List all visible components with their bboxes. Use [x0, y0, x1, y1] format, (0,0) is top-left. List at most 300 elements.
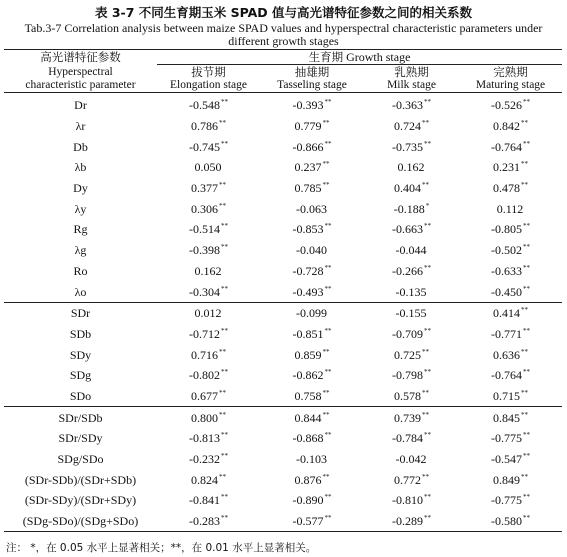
- correlation-value: -0.775: [491, 431, 522, 446]
- correlation-cell: [260, 281, 364, 302]
- correlation-value: 0.306: [191, 201, 218, 216]
- correlation-cell: [364, 511, 459, 532]
- correlation-value: -0.283: [189, 514, 220, 529]
- correlation-cell: [459, 365, 562, 386]
- significance-mark: **: [324, 493, 332, 502]
- correlation-value: 0.758: [294, 388, 322, 403]
- correlation-cell: [459, 93, 562, 116]
- correlation-cell: [459, 344, 562, 365]
- significance-mark: **: [521, 160, 528, 169]
- correlation-value: 0.859: [294, 347, 322, 362]
- correlation-cell: [364, 365, 459, 386]
- correlation-cell: [260, 178, 364, 199]
- table-row: [4, 198, 562, 219]
- significance-mark: **: [322, 347, 330, 356]
- table-row: [4, 136, 562, 157]
- correlation-value: 0.724: [394, 119, 421, 134]
- correlation-cell: [459, 136, 562, 157]
- significance-mark: **: [221, 514, 228, 523]
- correlation-value: 0.824: [191, 472, 218, 487]
- correlation-cell: [260, 511, 364, 532]
- correlation-cell: [459, 261, 562, 282]
- significance-mark: **: [424, 139, 431, 148]
- significance-mark: **: [422, 181, 429, 190]
- table-row: [4, 116, 562, 137]
- correlation-value: -0.188: [393, 201, 425, 216]
- header-param-cn: 高光谱特征参数: [4, 50, 157, 65]
- correlation-value: 0.779: [294, 119, 322, 134]
- table-group-3: [4, 407, 562, 532]
- significance-mark: **: [424, 368, 431, 377]
- row-parameter: Ro: [73, 263, 88, 278]
- correlation-value: 0.050: [194, 160, 222, 175]
- correlation-cell: [157, 198, 260, 219]
- table-row: [4, 511, 562, 532]
- row-parameter: SDo: [69, 388, 92, 403]
- correlation-cell: [364, 157, 459, 178]
- correlation-cell: [364, 178, 459, 199]
- table-row: [4, 261, 562, 282]
- correlation-cell: [459, 511, 562, 532]
- table-row: [4, 93, 562, 116]
- row-parameter: λr: [75, 119, 86, 134]
- correlation-value: -0.805: [491, 222, 522, 237]
- correlation-cell: [260, 449, 364, 470]
- correlation-value: -0.266: [392, 263, 423, 278]
- correlation-cell: [459, 490, 562, 511]
- correlation-value: 0.578: [394, 388, 421, 403]
- significance-mark: **: [219, 201, 226, 210]
- correlation-value: -0.712: [189, 326, 220, 341]
- correlation-value: -0.663: [392, 222, 423, 237]
- significance-mark: **: [422, 410, 429, 419]
- correlation-cell: [364, 344, 459, 365]
- header-param-en-line2: characteristic parameter: [4, 79, 157, 93]
- correlation-value: 0.231: [493, 160, 520, 175]
- table-row: [4, 302, 562, 323]
- table-title-cn: 表 3-7 不同生育期玉米 SPAD 值与高光谱特征参数之间的相关系数: [94, 5, 473, 20]
- correlation-value: -0.232: [189, 452, 220, 467]
- table-row: [4, 490, 562, 511]
- correlation-cell: [364, 219, 459, 240]
- correlation-cell: [260, 219, 364, 240]
- header-growth-stage: [157, 50, 562, 65]
- significance-mark: **: [523, 493, 530, 502]
- correlation-cell: [364, 469, 459, 490]
- significance-mark: **: [324, 431, 332, 440]
- header-stage-en: Maturing stage: [459, 79, 562, 93]
- correlation-cell: [459, 324, 562, 345]
- correlation-cell: [157, 302, 260, 323]
- significance-mark: **: [521, 306, 528, 315]
- significance-mark: **: [219, 181, 226, 190]
- correlation-cell: [157, 407, 260, 428]
- correlation-value: -0.633: [491, 263, 522, 278]
- correlation-cell: [260, 490, 364, 511]
- correlation-cell: [157, 344, 260, 365]
- correlation-value: -0.040: [296, 243, 327, 258]
- significance-mark: **: [422, 472, 429, 481]
- correlation-value: -0.890: [292, 493, 324, 508]
- correlation-cell: [364, 136, 459, 157]
- significance-mark: **: [424, 326, 431, 335]
- significance-mark: **: [523, 222, 530, 231]
- row-parameter: (SDr-SDb)/(SDr+SDb): [24, 472, 137, 487]
- row-parameter: SDg: [69, 368, 92, 383]
- correlation-value: 0.377: [191, 181, 218, 196]
- significance-mark: **: [523, 514, 530, 523]
- correlation-cell: [157, 469, 260, 490]
- row-parameter: Rg: [73, 222, 88, 237]
- significance-mark: **: [219, 388, 226, 397]
- correlation-cell: [260, 469, 364, 490]
- header-param-en-line1: Hyperspectral: [48, 65, 113, 78]
- significance-mark: **: [324, 514, 332, 523]
- significance-mark: **: [221, 493, 228, 502]
- significance-mark: **: [424, 263, 431, 272]
- significance-mark: **: [322, 181, 330, 190]
- significance-mark: **: [523, 139, 530, 148]
- correlation-cell: [157, 511, 260, 532]
- correlation-value: -0.798: [392, 368, 423, 383]
- correlation-value: -0.502: [491, 243, 522, 258]
- header-growth-stage-cn: 生育期: [308, 50, 344, 64]
- correlation-value: -0.709: [392, 326, 423, 341]
- significance-mark: **: [221, 98, 228, 107]
- significance-mark: **: [523, 263, 530, 272]
- correlation-value: -0.728: [292, 263, 324, 278]
- row-parameter: (SDg-SDo)/(SDg+SDo): [4, 511, 157, 532]
- row-parameter: Db: [73, 139, 88, 154]
- significance-mark: **: [221, 222, 228, 231]
- significance-mark: **: [422, 347, 429, 356]
- correlation-cell: [260, 428, 364, 449]
- significance-mark: **: [424, 514, 431, 523]
- correlation-value: 0.112: [496, 201, 524, 216]
- row-parameter: Dy: [73, 181, 88, 196]
- correlation-cell: [260, 93, 364, 116]
- significance-mark: **: [521, 388, 528, 397]
- correlation-cell: [459, 407, 562, 428]
- correlation-value: -0.771: [491, 326, 522, 341]
- significance-mark: **: [322, 388, 330, 397]
- correlation-cell: [364, 240, 459, 261]
- significance-mark: **: [324, 98, 332, 107]
- correlation-value: 0.162: [397, 160, 425, 175]
- significance-mark: **: [324, 284, 332, 293]
- correlation-value: 0.739: [394, 410, 421, 425]
- significance-mark: **: [221, 284, 228, 293]
- significance-mark: **: [523, 431, 530, 440]
- correlation-value: -0.810: [392, 493, 423, 508]
- correlation-value: -0.784: [392, 431, 423, 446]
- correlation-cell: [157, 449, 260, 470]
- significance-mark: **: [219, 472, 226, 481]
- correlation-cell: [364, 324, 459, 345]
- table-title-en: Tab.3-7 Correlation analysis between maize SPAD values and hyperspectral characteristic parameters under different growth stages: [24, 21, 543, 48]
- significance-mark: **: [221, 452, 228, 461]
- correlation-value: -0.398: [189, 243, 220, 258]
- correlation-value: -0.868: [292, 431, 324, 446]
- correlation-cell: [260, 302, 364, 323]
- correlation-value: -0.735: [392, 139, 423, 154]
- table-row: [4, 428, 562, 449]
- header-stage-cn: 抽雄期: [294, 65, 330, 79]
- correlation-value: -0.103: [296, 452, 327, 467]
- correlation-value: -0.813: [189, 431, 220, 446]
- correlation-value: 0.785: [294, 181, 322, 196]
- correlation-value: 0.844: [294, 410, 322, 425]
- correlation-value: -0.841: [189, 493, 220, 508]
- significance-mark: **: [424, 493, 431, 502]
- table-group-1: [4, 93, 562, 303]
- correlation-value: 0.716: [191, 347, 218, 362]
- table-row: [4, 407, 562, 428]
- correlation-cell: [364, 198, 459, 219]
- correlation-cell: [157, 490, 260, 511]
- correlation-value: -0.764: [491, 368, 522, 383]
- significance-mark: **: [521, 119, 528, 128]
- correlation-cell: [459, 219, 562, 240]
- significance-mark: **: [523, 452, 530, 461]
- correlation-cell: [157, 178, 260, 199]
- correlation-value: -0.289: [392, 514, 423, 529]
- correlation-value: 0.845: [493, 410, 520, 425]
- table-row: [4, 219, 562, 240]
- correlation-value: -0.042: [395, 452, 427, 467]
- significance-mark: **: [424, 98, 431, 107]
- correlation-cell: [364, 407, 459, 428]
- correlation-value: 0.849: [493, 472, 520, 487]
- significance-mark: **: [221, 243, 228, 252]
- correlation-value: -0.764: [491, 139, 522, 154]
- significance-mark: **: [322, 410, 330, 419]
- header-growth-stage-en: Growth stage: [346, 50, 411, 64]
- significance-mark: **: [324, 368, 332, 377]
- correlation-value: -0.044: [395, 243, 427, 258]
- correlation-cell: [364, 261, 459, 282]
- correlation-cell: [364, 490, 459, 511]
- table-row: [4, 469, 562, 490]
- correlation-value: -0.851: [292, 326, 324, 341]
- correlation-value: 0.800: [191, 410, 218, 425]
- correlation-value: 0.162: [194, 263, 222, 278]
- significance-mark: **: [521, 181, 528, 190]
- correlation-cell: [260, 136, 364, 157]
- correlation-cell: [157, 365, 260, 386]
- correlation-cell: [157, 386, 260, 407]
- correlation-cell: [459, 157, 562, 178]
- significance-mark: **: [523, 98, 530, 107]
- correlation-cell: [157, 219, 260, 240]
- row-parameter: SDr/SDy: [58, 431, 103, 446]
- header-stage-en: Milk stage: [364, 79, 459, 93]
- correlation-cell: [364, 386, 459, 407]
- correlation-cell: [459, 198, 562, 219]
- table-row: [4, 365, 562, 386]
- header-stage-en: Tasseling stage: [260, 79, 364, 93]
- correlation-value: -0.135: [395, 284, 427, 299]
- table-row: [4, 324, 562, 345]
- row-parameter: SDg/SDo: [57, 452, 104, 467]
- correlation-cell: [260, 386, 364, 407]
- correlation-cell: [157, 281, 260, 302]
- header-stage-en: Elongation stage: [157, 79, 260, 93]
- correlation-cell: [459, 302, 562, 323]
- table-group-2: [4, 302, 562, 406]
- correlation-cell: [157, 261, 260, 282]
- correlation-cell: [459, 240, 562, 261]
- correlation-cell: [260, 157, 364, 178]
- correlation-value: 0.404: [394, 181, 421, 196]
- row-parameter: λo: [74, 284, 87, 299]
- correlation-table: [4, 49, 562, 532]
- correlation-cell: [260, 407, 364, 428]
- header-stage-cn: 拔节期: [191, 65, 226, 79]
- significance-mark: **: [221, 431, 228, 440]
- correlation-value: -0.547: [491, 452, 522, 467]
- correlation-cell: [364, 302, 459, 323]
- significance-mark: **: [322, 160, 330, 169]
- correlation-value: -0.514: [189, 222, 220, 237]
- row-parameter: Dr: [74, 98, 87, 113]
- significance-mark: **: [523, 243, 530, 252]
- correlation-cell: [459, 449, 562, 470]
- correlation-value: -0.802: [189, 368, 220, 383]
- table-row: [4, 449, 562, 470]
- significance-mark: **: [322, 119, 330, 128]
- correlation-value: -0.450: [491, 284, 522, 299]
- table-row: [4, 157, 562, 178]
- significance-mark: **: [424, 222, 431, 231]
- correlation-cell: [157, 93, 260, 116]
- significance-mark: **: [523, 284, 530, 293]
- correlation-value: 0.012: [194, 306, 222, 321]
- significance-mark: **: [521, 347, 528, 356]
- correlation-value: -0.775: [491, 493, 522, 508]
- correlation-cell: [157, 136, 260, 157]
- significance-mark: **: [324, 139, 332, 148]
- correlation-cell: [157, 157, 260, 178]
- significance-mark: **: [424, 431, 431, 440]
- table-row: [4, 281, 562, 302]
- correlation-cell: [260, 344, 364, 365]
- correlation-cell: [260, 116, 364, 137]
- correlation-cell: [157, 116, 260, 137]
- correlation-cell: [459, 116, 562, 137]
- significance-mark: **: [221, 326, 228, 335]
- correlation-cell: [459, 428, 562, 449]
- significance-mark: **: [219, 119, 226, 128]
- correlation-value: -0.393: [292, 98, 324, 113]
- significance-mark: **: [521, 410, 528, 419]
- correlation-cell: [260, 324, 364, 345]
- significance-mark: **: [219, 347, 226, 356]
- header-stage-cn: 完熟期: [493, 65, 528, 79]
- correlation-cell: [459, 281, 562, 302]
- correlation-value: 0.237: [294, 160, 322, 175]
- row-parameter: λb: [74, 160, 87, 175]
- correlation-cell: [260, 261, 364, 282]
- correlation-value: 0.677: [191, 388, 218, 403]
- correlation-value: -0.862: [292, 368, 324, 383]
- row-parameter: SDr/SDb: [4, 407, 157, 428]
- correlation-value: -0.580: [491, 514, 522, 529]
- significance-mark: **: [523, 368, 530, 377]
- row-parameter: SDr: [4, 302, 157, 323]
- correlation-value: -0.866: [292, 139, 324, 154]
- correlation-cell: [364, 116, 459, 137]
- correlation-value: -0.363: [392, 98, 423, 113]
- row-parameter: SDb: [69, 326, 92, 341]
- correlation-cell: [364, 93, 459, 116]
- significance-mark: **: [219, 410, 226, 419]
- correlation-value: 0.636: [493, 347, 520, 362]
- row-parameter: λg: [74, 243, 87, 258]
- significance-mark: *: [425, 201, 430, 210]
- correlation-value: 0.414: [493, 306, 520, 321]
- correlation-cell: [459, 386, 562, 407]
- table-footnote: 注： *，在 0.05 水平上显著相关；**，在 0.01 水平上显著相关。: [6, 542, 317, 554]
- correlation-cell: [260, 365, 364, 386]
- significance-mark: **: [322, 472, 330, 481]
- correlation-cell: [364, 428, 459, 449]
- correlation-value: -0.745: [189, 139, 220, 154]
- correlation-value: -0.577: [292, 514, 324, 529]
- header-stage-cn: 乳熟期: [394, 65, 429, 79]
- correlation-value: 0.786: [191, 119, 218, 134]
- correlation-value: -0.548: [189, 98, 220, 113]
- significance-mark: **: [324, 326, 332, 335]
- correlation-value: -0.526: [491, 98, 522, 113]
- significance-mark: **: [521, 472, 528, 481]
- correlation-value: 0.725: [394, 347, 421, 362]
- correlation-value: 0.876: [294, 472, 322, 487]
- significance-mark: **: [221, 368, 228, 377]
- correlation-cell: [364, 281, 459, 302]
- correlation-value: 0.772: [394, 472, 421, 487]
- correlation-value: 0.715: [493, 388, 520, 403]
- table-row: [4, 240, 562, 261]
- table-row: [4, 344, 562, 365]
- correlation-value: 0.478: [493, 181, 520, 196]
- significance-mark: **: [422, 388, 429, 397]
- row-parameter: SDy: [69, 347, 92, 362]
- correlation-cell: [157, 240, 260, 261]
- table-row: [4, 178, 562, 199]
- correlation-value: -0.304: [189, 284, 220, 299]
- correlation-cell: [260, 198, 364, 219]
- correlation-value: -0.155: [395, 306, 427, 321]
- correlation-value: -0.063: [296, 201, 327, 216]
- row-parameter: λy: [74, 201, 87, 216]
- correlation-cell: [459, 178, 562, 199]
- row-parameter: (SDr-SDy)/(SDr+SDy): [24, 493, 137, 508]
- correlation-cell: [157, 428, 260, 449]
- significance-mark: **: [324, 263, 332, 272]
- correlation-value: 0.842: [493, 119, 520, 134]
- significance-mark: **: [324, 222, 332, 231]
- table-row: [4, 386, 562, 407]
- significance-mark: **: [221, 139, 228, 148]
- correlation-value: -0.493: [292, 284, 324, 299]
- correlation-cell: [459, 469, 562, 490]
- significance-mark: **: [523, 326, 530, 335]
- correlation-value: -0.853: [292, 222, 324, 237]
- significance-mark: **: [422, 119, 429, 128]
- correlation-cell: [364, 449, 459, 470]
- correlation-value: -0.099: [296, 306, 327, 321]
